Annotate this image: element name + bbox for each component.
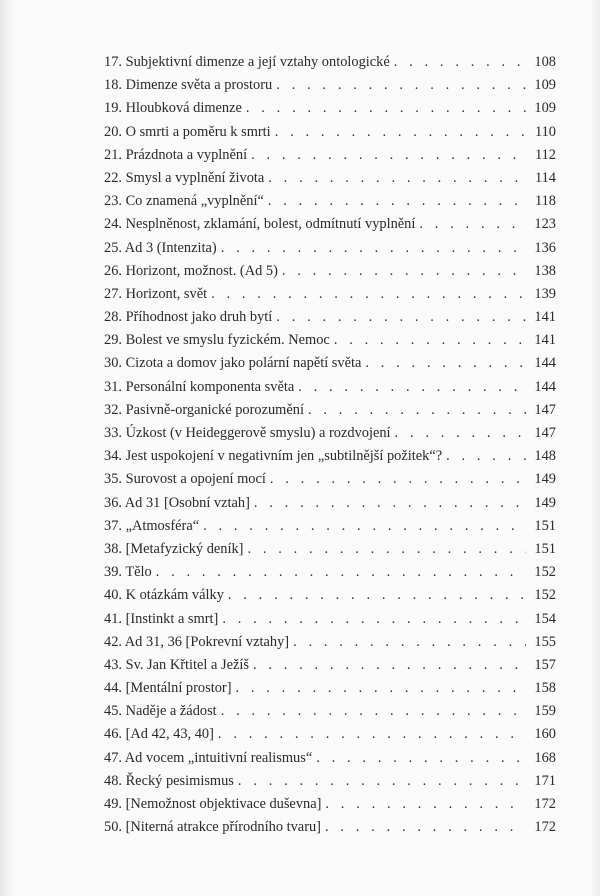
toc-entry	[104, 492, 556, 515]
toc-entry-page-number: 155	[534, 633, 556, 650]
toc-entry-title: 37. „Atmosféra“	[104, 517, 200, 534]
toc-entry-title: 22. Smysl a vyplnění života	[104, 169, 265, 186]
toc-entry-title: 27. Horizont, svět	[104, 285, 208, 302]
toc-entry-title: 42. Ad 31, 36 [Pokrevní vztahy]	[104, 633, 290, 650]
toc-leader-dots	[268, 190, 526, 213]
toc-leader-dots	[334, 329, 526, 352]
toc-entry	[104, 237, 556, 260]
toc-entry	[104, 816, 556, 839]
toc-entry-page-number: 158	[534, 680, 556, 697]
toc-entry-page-number: 151	[534, 540, 556, 557]
toc-entry-page-number: 144	[534, 378, 556, 395]
toc-entry-title: 19. Hloubková dimenze	[104, 100, 242, 117]
toc-leader-dots	[282, 260, 526, 283]
toc-entry-title: 24. Nesplněnost, zklamání, bolest, odmítnutí vyplnění	[104, 216, 416, 233]
toc-entry-title: 21. Prázdnota a vyplnění	[104, 146, 248, 163]
toc-entry-title: 40. K otázkám války	[104, 587, 224, 604]
toc-entry-page-number: 141	[534, 309, 556, 326]
toc-entry-page-number: 144	[534, 355, 556, 372]
toc-leader-dots	[276, 74, 526, 97]
toc-entry	[104, 51, 556, 74]
toc-entry-title: 36. Ad 31 [Osobní vztah]	[104, 494, 250, 511]
toc-entry	[104, 445, 556, 468]
toc-entry-title: 23. Co znamená „vyplnění“	[104, 193, 264, 210]
toc-leader-dots	[365, 352, 526, 375]
toc-leader-dots	[238, 770, 526, 793]
toc-entry	[104, 213, 556, 236]
toc-entry	[104, 121, 556, 144]
toc-leader-dots	[221, 700, 526, 723]
toc-entry-page-number: 172	[534, 819, 556, 836]
toc-leader-dots	[276, 306, 526, 329]
toc-entry-page-number: 152	[534, 564, 556, 581]
toc-leader-dots	[211, 283, 526, 306]
toc-entry	[104, 770, 556, 793]
toc-leader-dots	[298, 376, 526, 399]
toc-entry-page-number: 149	[534, 494, 556, 511]
toc-entry-title: 38. [Metafyzický deník]	[104, 540, 244, 557]
toc-leader-dots	[275, 121, 526, 144]
toc-entry-title: 26. Horizont, možnost. (Ad 5)	[104, 262, 278, 279]
toc-entry-page-number: 168	[534, 749, 556, 766]
toc-entry-title: 18. Dimenze světa a prostoru	[104, 77, 273, 94]
toc-entry	[104, 422, 556, 445]
toc-entry	[104, 723, 556, 746]
toc-entry	[104, 631, 556, 654]
table-of-contents	[104, 51, 556, 839]
toc-leader-dots	[203, 515, 526, 538]
toc-entry	[104, 260, 556, 283]
toc-leader-dots	[253, 654, 526, 677]
toc-entry-page-number: 123	[534, 216, 556, 233]
toc-entry	[104, 74, 556, 97]
toc-entry-title: 29. Bolest ve smyslu fyzickém. Nemoc	[104, 332, 330, 349]
toc-entry	[104, 97, 556, 120]
toc-leader-dots	[293, 631, 526, 654]
toc-entry	[104, 283, 556, 306]
toc-entry-title: 32. Pasivně-organické porozumění	[104, 401, 304, 418]
toc-leader-dots	[316, 747, 526, 770]
toc-entry-title: 35. Surovost a opojení mocí	[104, 471, 266, 488]
toc-leader-dots	[419, 213, 526, 236]
toc-entry-title: 48. Řecký pesimismus	[104, 772, 234, 789]
toc-entry-page-number: 152	[534, 587, 556, 604]
toc-entry-page-number: 139	[534, 285, 556, 302]
toc-entry-page-number: 147	[534, 401, 556, 418]
toc-entry	[104, 677, 556, 700]
toc-leader-dots	[254, 492, 526, 515]
toc-entry-title: 25. Ad 3 (Intenzita)	[104, 239, 217, 256]
toc-entry	[104, 167, 556, 190]
toc-entry-page-number: 154	[534, 610, 556, 627]
toc-entry	[104, 793, 556, 816]
toc-entry-page-number: 159	[534, 703, 556, 720]
toc-entry	[104, 190, 556, 213]
toc-entry-title: 20. O smrti a poměru k smrti	[104, 123, 271, 140]
toc-leader-dots	[270, 468, 526, 491]
toc-leader-dots	[228, 584, 526, 607]
toc-entry-page-number: 109	[534, 77, 556, 94]
toc-entry	[104, 584, 556, 607]
toc-entry	[104, 376, 556, 399]
toc-entry	[104, 561, 556, 584]
toc-entry-title: 31. Personální komponenta světa	[104, 378, 295, 395]
toc-leader-dots	[325, 816, 526, 839]
toc-entry-title: 43. Sv. Jan Křtitel a Ježíš	[104, 656, 249, 673]
toc-leader-dots	[246, 97, 526, 120]
toc-entry-title: 49. [Nemožnost objektivace duševna]	[104, 796, 322, 812]
toc-entry-page-number: 149	[534, 471, 556, 488]
toc-leader-dots	[268, 167, 526, 190]
toc-entry-page-number: 112	[534, 146, 556, 163]
toc-entry-title: 34. Jest uspokojení v negativním jen „subtilnější požitek“?	[104, 448, 443, 465]
toc-entry-title: 50. [Niterná atrakce přírodního tvaru]	[104, 819, 321, 836]
toc-leader-dots	[394, 51, 526, 74]
toc-entry-page-number: 172	[534, 796, 556, 812]
toc-entry-title: 33. Úzkost (v Heideggerově smyslu) a rozdvojení	[104, 425, 391, 441]
toc-entry-page-number: 147	[534, 425, 556, 441]
toc-entry-title: 46. [Ad 42, 43, 40]	[104, 726, 214, 743]
toc-entry-title: 44. [Mentální prostor]	[104, 680, 232, 697]
toc-entry	[104, 306, 556, 329]
toc-entry-page-number: 141	[534, 332, 556, 349]
toc-entry-page-number: 151	[534, 517, 556, 534]
toc-leader-dots	[222, 608, 526, 631]
toc-entry	[104, 700, 556, 723]
toc-entry-page-number: 171	[534, 772, 556, 789]
toc-leader-dots	[221, 237, 526, 260]
toc-entry-title: 41. [Instinkt a smrt]	[104, 610, 219, 627]
toc-entry-title: 45. Naděje a žádost	[104, 703, 217, 720]
toc-entry-page-number: 108	[534, 54, 556, 70]
toc-entry	[104, 515, 556, 538]
toc-entry-title: 17. Subjektivní dimenze a její vztahy ontologické	[104, 54, 390, 70]
toc-entry	[104, 144, 556, 167]
toc-entry-page-number: 138	[534, 262, 556, 279]
toc-entry-page-number: 109	[534, 100, 556, 117]
toc-leader-dots	[156, 561, 526, 584]
toc-leader-dots	[325, 793, 526, 816]
toc-entry	[104, 608, 556, 631]
toc-entry	[104, 399, 556, 422]
toc-leader-dots	[251, 144, 526, 167]
toc-entry-page-number: 148	[534, 448, 556, 465]
toc-leader-dots	[395, 422, 526, 445]
toc-leader-dots	[247, 538, 526, 561]
toc-leader-dots	[308, 399, 526, 422]
toc-entry-page-number: 160	[534, 726, 556, 743]
toc-entry	[104, 352, 556, 375]
toc-entry	[104, 329, 556, 352]
toc-leader-dots	[446, 445, 526, 468]
toc-entry-page-number: 118	[534, 193, 556, 210]
toc-entry-title: 47. Ad vocem „intuitivní realismus“	[104, 749, 313, 766]
toc-leader-dots	[218, 723, 526, 746]
page-edge-shadow-left	[0, 0, 14, 896]
toc-entry	[104, 468, 556, 491]
toc-entry-page-number: 114	[534, 169, 556, 186]
toc-entry-page-number: 110	[534, 123, 556, 140]
toc-entry	[104, 747, 556, 770]
toc-entry-page-number: 157	[534, 656, 556, 673]
toc-entry-page-number: 136	[534, 239, 556, 256]
toc-entry	[104, 538, 556, 561]
toc-leader-dots	[236, 677, 527, 700]
toc-entry-title: 39. Tělo	[104, 564, 152, 581]
toc-entry	[104, 654, 556, 677]
page-edge-shadow-right	[590, 0, 600, 896]
toc-entry-title: 28. Příhodnost jako druh bytí	[104, 309, 273, 326]
toc-entry-title: 30. Cizota a domov jako polární napětí světa	[104, 355, 362, 372]
